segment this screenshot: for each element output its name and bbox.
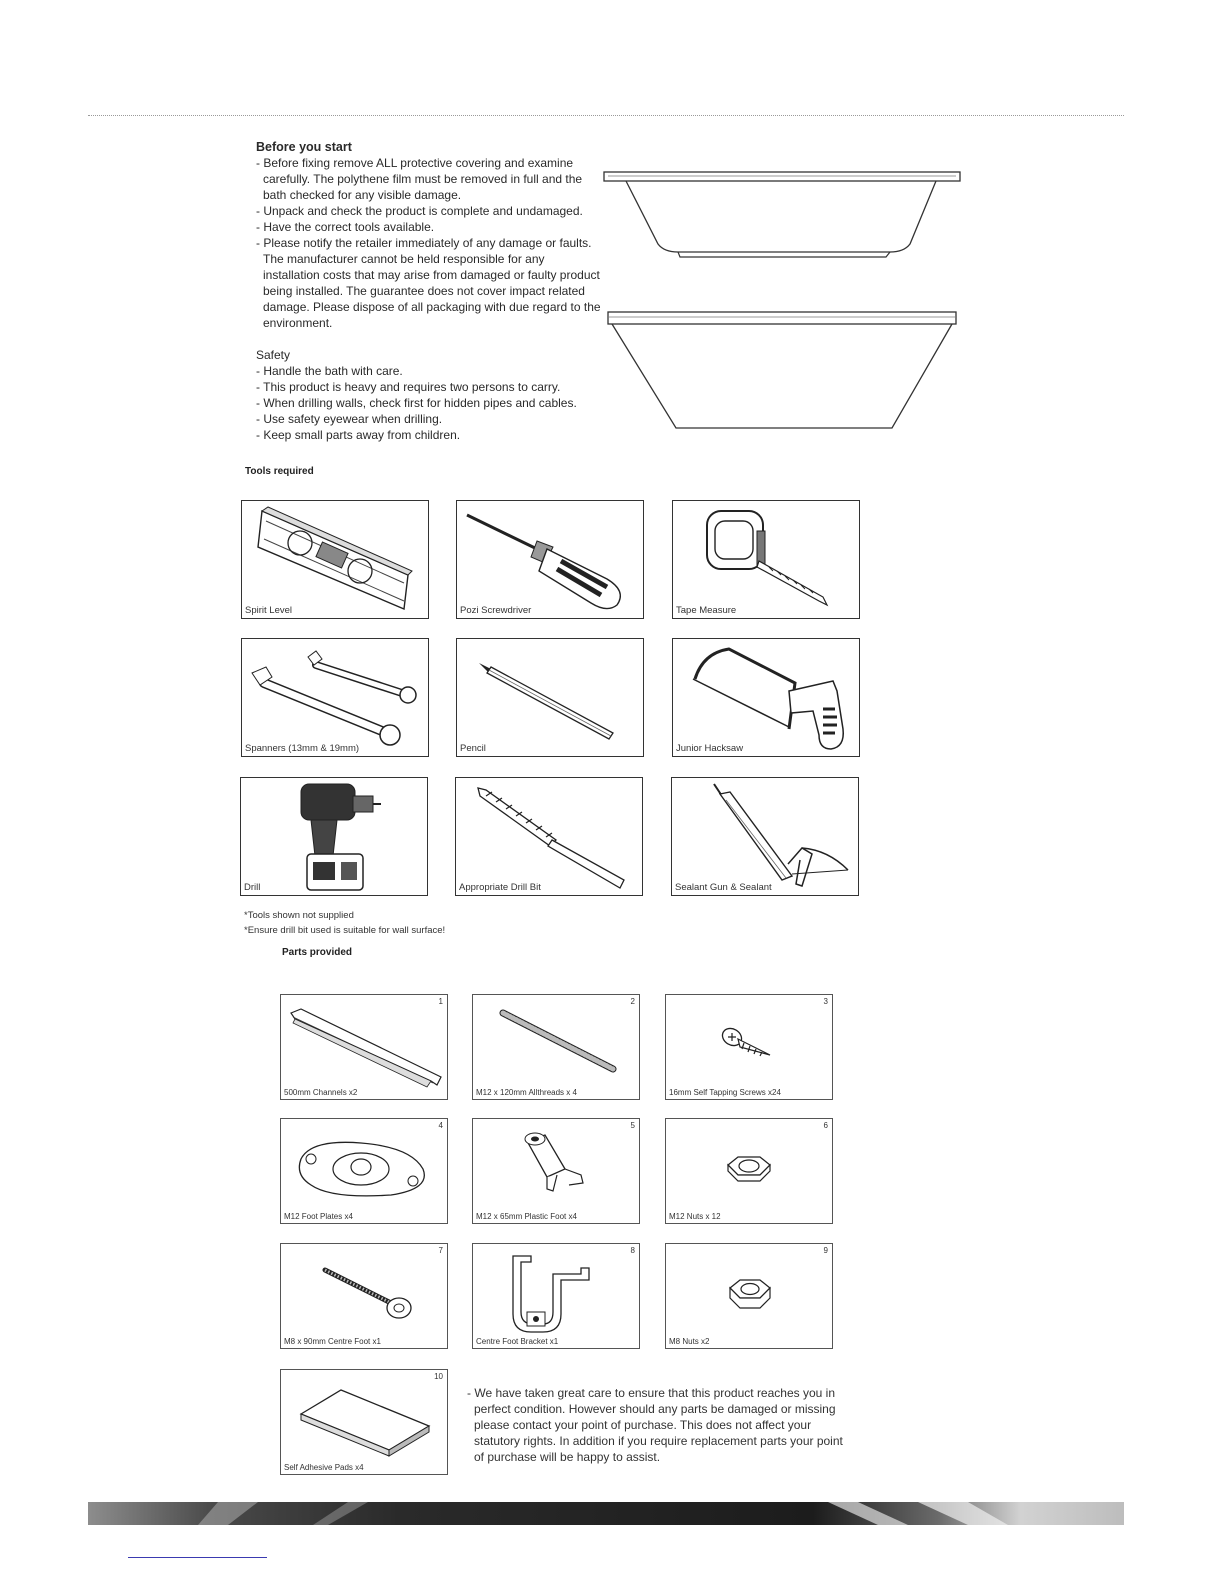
safety-item: - Handle the bath with care. bbox=[256, 364, 403, 378]
part-label: M12 x 65mm Plastic Foot x4 bbox=[476, 1212, 577, 1221]
before-start-heading: Before you start bbox=[256, 140, 352, 154]
part-number: 4 bbox=[438, 1121, 443, 1130]
part-number: 1 bbox=[438, 997, 443, 1006]
pad-icon bbox=[281, 1370, 447, 1474]
part-card-3 bbox=[665, 994, 833, 1100]
part-label: 500mm Channels x2 bbox=[284, 1088, 358, 1097]
before-item: - Before fixing remove ALL protective covering and examine carefully. The polythene film must be removed in full and the bath checked for any visible damage. bbox=[256, 156, 583, 202]
header-divider bbox=[88, 115, 1124, 116]
part-card-7 bbox=[280, 1243, 448, 1349]
tool-label: Drill bbox=[244, 882, 261, 893]
drill-bit-icon bbox=[456, 778, 642, 895]
part-number: 2 bbox=[630, 997, 635, 1006]
part-number: 10 bbox=[434, 1372, 443, 1381]
tool-card-spanners bbox=[241, 638, 429, 757]
sealant-gun-icon bbox=[672, 778, 858, 895]
footer-band bbox=[88, 1502, 1124, 1525]
before-item: - Unpack and check the product is complete and undamaged. bbox=[256, 204, 583, 218]
bath-side-illustration bbox=[600, 306, 964, 434]
tool-label: Pencil bbox=[460, 743, 486, 754]
tool-card-spirit-level bbox=[241, 500, 429, 619]
part-card-4 bbox=[280, 1118, 448, 1224]
care-note: - We have taken great care to ensure that this product reaches you in perfect condition. However should any parts be damaged or missing please contact your point of purchase. This does not affect your statutory rights. In addition if you require replacement parts your point of purchase will be happy to assist. bbox=[467, 1386, 843, 1464]
tools-note: *Ensure drill bit used is suitable for wall surface! bbox=[244, 925, 446, 936]
part-label: Self Adhesive Pads x4 bbox=[284, 1463, 364, 1472]
intro-section bbox=[256, 139, 601, 443]
tool-label: Junior Hacksaw bbox=[676, 743, 744, 754]
part-card-5 bbox=[472, 1118, 640, 1224]
tools-note: *Tools shown not supplied bbox=[244, 910, 354, 921]
safety-item: - Use safety eyewear when drilling. bbox=[256, 412, 443, 426]
tool-label: Sealant Gun & Sealant bbox=[675, 882, 772, 893]
tool-label: Spanners (13mm & 19mm) bbox=[245, 743, 360, 754]
tool-card-sealant-gun bbox=[671, 777, 859, 896]
tool-card-tape-measure bbox=[672, 500, 860, 619]
screwdriver-icon bbox=[457, 501, 643, 618]
part-label: M12 x 120mm Allthreads x 4 bbox=[476, 1088, 577, 1097]
centre-foot-icon bbox=[281, 1244, 447, 1348]
plastic-foot-icon bbox=[473, 1119, 639, 1223]
tool-label: Spirit Level bbox=[245, 605, 292, 616]
part-label: Centre Foot Bracket x1 bbox=[476, 1337, 559, 1346]
screw-icon bbox=[666, 995, 832, 1099]
channel-icon bbox=[281, 995, 447, 1099]
nut-icon bbox=[666, 1119, 832, 1223]
tool-label: Appropriate Drill Bit bbox=[459, 882, 541, 893]
safety-item: - When drilling walls, check first for hidden pipes and cables. bbox=[256, 396, 577, 410]
safety-item: - Keep small parts away from children. bbox=[256, 428, 461, 442]
bath-front-illustration bbox=[600, 168, 964, 264]
part-label: 16mm Self Tapping Screws x24 bbox=[669, 1088, 781, 1097]
parts-provided-heading: Parts provided bbox=[282, 947, 353, 958]
spirit-level-icon bbox=[242, 501, 428, 618]
tape-measure-icon bbox=[673, 501, 859, 618]
tool-card-junior-hacksaw bbox=[672, 638, 860, 757]
pencil-icon bbox=[457, 639, 643, 756]
tool-card-pozi-screwdriver bbox=[456, 500, 644, 619]
part-card-1 bbox=[280, 994, 448, 1100]
part-label: M8 x 90mm Centre Foot x1 bbox=[284, 1337, 381, 1346]
part-number: 8 bbox=[630, 1246, 635, 1255]
before-item: - Please notify the retailer immediately of any damage or faults. The manufacturer cannot be held responsible for any installation costs that may arise from damaged or faulty product being installed. The guarantee does not cover impact related damage. Please dispose of all packaging with due regard to the environment. bbox=[256, 236, 601, 330]
nut-icon bbox=[666, 1244, 832, 1348]
tool-card-drill bbox=[240, 777, 428, 896]
part-number: 9 bbox=[823, 1246, 828, 1255]
safety-heading: Safety bbox=[256, 348, 291, 362]
part-number: 3 bbox=[823, 997, 828, 1006]
foot-plate-icon bbox=[281, 1119, 447, 1223]
safety-item: - This product is heavy and requires two persons to carry. bbox=[256, 380, 561, 394]
tools-notes bbox=[244, 908, 445, 938]
tool-card-pencil bbox=[456, 638, 644, 757]
part-card-6 bbox=[665, 1118, 833, 1224]
part-label: M8 Nuts x2 bbox=[669, 1337, 710, 1346]
before-item: - Have the correct tools available. bbox=[256, 220, 435, 234]
bracket-icon bbox=[473, 1244, 639, 1348]
part-number: 5 bbox=[630, 1121, 635, 1130]
tool-label: Tape Measure bbox=[676, 605, 737, 616]
tool-label: Pozi Screwdriver bbox=[460, 605, 532, 616]
part-card-2 bbox=[472, 994, 640, 1100]
part-label: M12 Nuts x 12 bbox=[669, 1212, 721, 1221]
part-card-9 bbox=[665, 1243, 833, 1349]
part-card-10 bbox=[280, 1369, 448, 1475]
tool-card-drill-bit bbox=[455, 777, 643, 896]
footer-link-rule bbox=[128, 1557, 267, 1558]
part-number: 6 bbox=[823, 1121, 828, 1130]
hacksaw-icon bbox=[673, 639, 859, 756]
allthread-icon bbox=[473, 995, 639, 1099]
tools-required-heading: Tools required bbox=[245, 466, 314, 477]
part-number: 7 bbox=[438, 1246, 443, 1255]
spanners-icon bbox=[242, 639, 428, 756]
drill-icon bbox=[241, 778, 427, 895]
part-label: M12 Foot Plates x4 bbox=[284, 1212, 353, 1221]
part-card-8 bbox=[472, 1243, 640, 1349]
